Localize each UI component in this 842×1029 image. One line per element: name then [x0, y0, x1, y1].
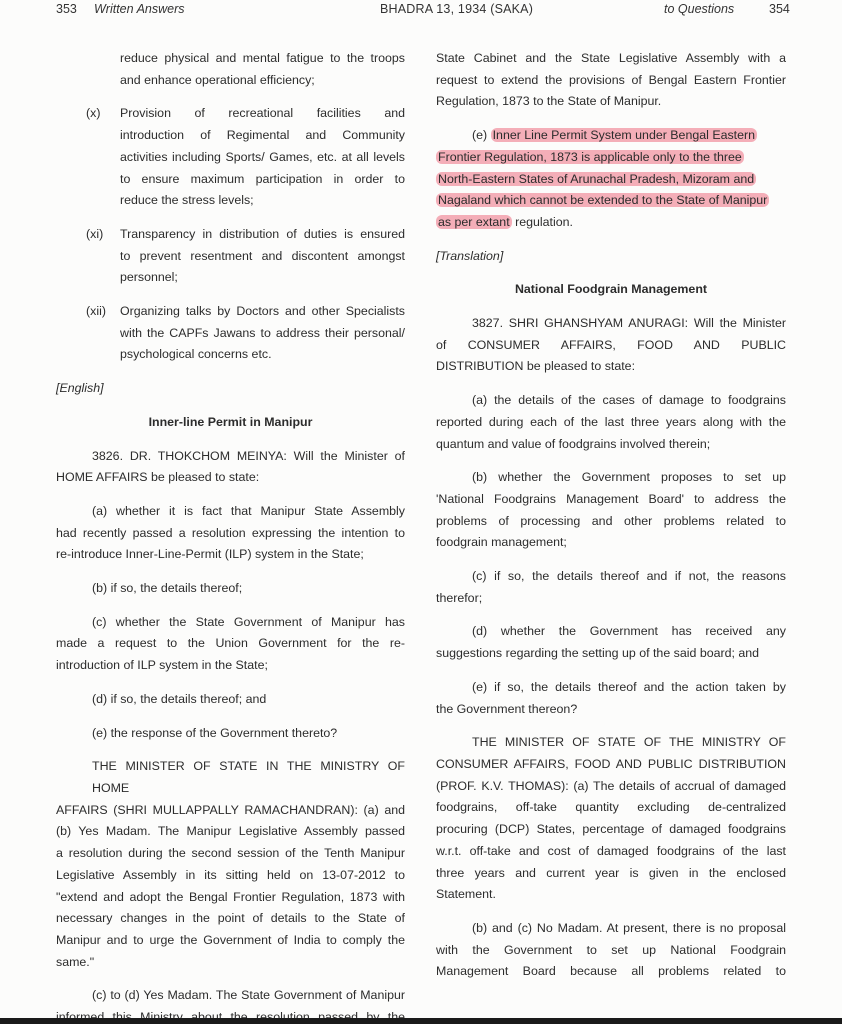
text-line: procuring (DCP) States, percentage of damaged foodgrains [436, 822, 786, 837]
item-label: (e) [472, 128, 488, 143]
text-line: Manipur and to urge the Government of India to comply the [56, 932, 405, 947]
text-line: (b) Yes Madam. The Manipur Legislative Assembly passed [56, 824, 405, 839]
text-line: psychological concerns etc. [120, 347, 272, 362]
highlighted-text: North-Eastern States of Arunachal Pradesh, Mizoram and [438, 171, 755, 186]
text-line: (b) and (c) No Madam. At present, there is no proposal [472, 920, 786, 935]
text-line: Statement. [436, 887, 496, 902]
question-part-c [436, 566, 786, 609]
text-line: the Government thereon? [436, 701, 578, 716]
highlighted-text: Nagaland which cannot be extended to the State of Manipur [438, 193, 768, 208]
question-title: Inner-line Permit in Manipur [148, 414, 313, 429]
answer-3826 [56, 756, 405, 973]
text-line: made a request to the Union Government for the re- [56, 636, 405, 651]
question-title: National Foodgrain Management [514, 282, 708, 297]
question-part-a [436, 390, 786, 455]
text-line: (d) whether the Government has received any [472, 624, 786, 639]
text-line [436, 169, 786, 191]
text-line: 'National Foodgrains Management Board' to address the [436, 491, 786, 506]
text-line: CONSUMER AFFAIRS, FOOD AND PUBLIC DISTRIBUTION [436, 756, 786, 771]
text-line: 3826. DR. THOKCHOM MEINYA: Will the Minister of [92, 448, 405, 463]
text-line: request to extend the provisions of Bengal Eastern Frontier [436, 72, 786, 87]
text-line: same." [56, 954, 95, 969]
header-date: BHADRA 13, 1934 (SAKA) [380, 2, 534, 16]
question-3826 [56, 446, 405, 489]
text-line: Legislative Assembly in its sitting held on 13-07-2012 to [56, 867, 405, 882]
text-line: Management Board because all problems related to [436, 964, 786, 979]
item-label: (x) [86, 106, 101, 121]
text-line: quantum and value of foodgrains involved therein; [436, 436, 711, 451]
question-part-e [436, 677, 786, 720]
text-line: (c) if so, the details thereof and if not, the reasons [472, 569, 786, 584]
text-line: reported during each of the last three years along with the [436, 414, 786, 429]
text-line: re-introduce Inner-Line-Permit (ILP) system in the State; [56, 547, 364, 562]
question-part-d [436, 621, 786, 664]
list-item-x [56, 103, 405, 212]
list-item-continued [56, 48, 405, 91]
text-line: w.r.t. off-take and cost of damaged foodgrains of the last [436, 843, 786, 858]
right-running-title: to Questions [664, 2, 735, 16]
list-item-xi [56, 224, 405, 289]
text-fragment: regulation. [515, 214, 573, 229]
text-line: (e) if so, the details thereof and the action taken by [472, 679, 786, 694]
text-line: Organizing talks by Doctors and other Specialists [120, 304, 405, 319]
question-part-b [436, 467, 786, 554]
text-line: personnel; [120, 270, 178, 285]
text-line [436, 147, 786, 169]
text-line: of CONSUMER AFFAIRS, FOOD AND PUBLIC [436, 337, 786, 352]
answer-continued [436, 48, 786, 113]
item-label: (xi) [86, 226, 104, 241]
text-line: and enhance operational efficiency; [120, 72, 315, 87]
answer-b-c [436, 918, 786, 983]
text-line: introduction of ILP system in the State; [56, 658, 268, 673]
text-line: Regulation, 1873 to the State of Manipur. [436, 94, 662, 109]
text-line: reduce the stress levels; [120, 193, 254, 208]
text-line: State Cabinet and the State Legislative Assembly with a [436, 51, 786, 65]
text-line: foodgrains, off-take quantity excluding de-centralized [436, 800, 786, 815]
text-line [436, 125, 786, 147]
right-page-number: 354 [769, 2, 790, 16]
right-column [436, 48, 786, 983]
text-line: therefor; [436, 590, 483, 605]
text-line: with the Government to set up National Foodgrain [436, 942, 786, 957]
text-line: DISTRIBUTION be pleased to state: [436, 359, 636, 374]
question-part-e: (e) the response of the Government thereto? [92, 725, 338, 740]
answer-3827 [436, 732, 786, 906]
text-line: had recently passed a resolution expressing the intention to [56, 525, 405, 540]
page-header [0, 0, 842, 22]
item-label: (xii) [86, 304, 106, 319]
text-line: introduction of Regimental and Community [120, 128, 405, 143]
text-line: reduce physical and mental fatigue to the troops [120, 51, 405, 65]
text-line: (PROF. K.V. THOMAS): (a) The details of accrual of damaged [436, 778, 786, 793]
text-line: (a) the details of the cases of damage to foodgrains [472, 393, 786, 408]
text-line [436, 212, 786, 234]
question-part-c [56, 612, 405, 677]
text-line: problems of processing and other problems related to [436, 513, 786, 528]
text-line: Provision of recreational facilities and [120, 106, 405, 121]
left-column [56, 48, 405, 1029]
text-line: THE MINISTER OF STATE IN THE MINISTRY OF HOME [92, 759, 405, 795]
text-line: (c) whether the State Government of Manipur has [92, 614, 405, 629]
text-line: "extend and adopt the Bengal Frontier Regulation, 1873 with [56, 889, 405, 904]
language-tag: [English] [56, 381, 104, 396]
text-line: (c) to (d) Yes Madam. The State Government of Manipur [92, 988, 405, 1003]
question-part-a [56, 501, 405, 566]
text-line: activities including Sports/ Games, etc. at all levels [120, 149, 405, 164]
text-line: a resolution during the second session of the Tenth Manipur [56, 846, 405, 861]
text-line: to ensure maximum participation in order to [120, 171, 405, 186]
question-part-d: (d) if so, the details thereof; and [92, 691, 267, 706]
text-line: AFFAIRS (SHRI MULLAPPALLY RAMACHANDRAN): (a) and [56, 802, 405, 817]
highlighted-text: Frontier Regulation, 1873 is applicable only to the three [438, 149, 742, 164]
question-3827 [436, 313, 786, 378]
text-line [436, 190, 786, 212]
question-part-b: (b) if so, the details thereof; [92, 581, 243, 596]
text-line: suggestions regarding the setting up of the said board; and [436, 646, 760, 661]
answer-part-e-highlighted [436, 125, 786, 234]
left-running-title: Written Answers [94, 2, 185, 16]
text-line: (b) whether the Government proposes to set up [472, 470, 786, 485]
highlighted-text: as per extant [438, 214, 510, 229]
language-tag: [Translation] [436, 248, 504, 263]
text-line: THE MINISTER OF STATE OF THE MINISTRY OF [472, 735, 786, 750]
text-line: foodgrain management; [436, 535, 567, 550]
text-line: necessary changes in the point of details to the State of [56, 911, 405, 926]
left-page-number: 353 [56, 2, 77, 16]
highlighted-text: Inner Line Permit System under Bengal Eastern [492, 128, 756, 143]
text-line: 3827. SHRI GHANSHYAM ANURAGI: Will the Minister [472, 316, 786, 331]
text-line: three years and current year is given in the enclosed [436, 865, 786, 880]
text-line: (a) whether it is fact that Manipur State Assembly [92, 503, 405, 518]
list-item-xii [56, 301, 405, 366]
text-line: Transparency in distribution of duties is ensured [120, 226, 405, 241]
text-line: HOME AFFAIRS be pleased to state: [56, 470, 260, 485]
text-line: with the CAPFs Jawans to address their personal/ [120, 325, 405, 340]
text-line: to prevent resentment and discontent amongst [120, 248, 405, 263]
bottom-edge-bar [0, 1018, 842, 1024]
